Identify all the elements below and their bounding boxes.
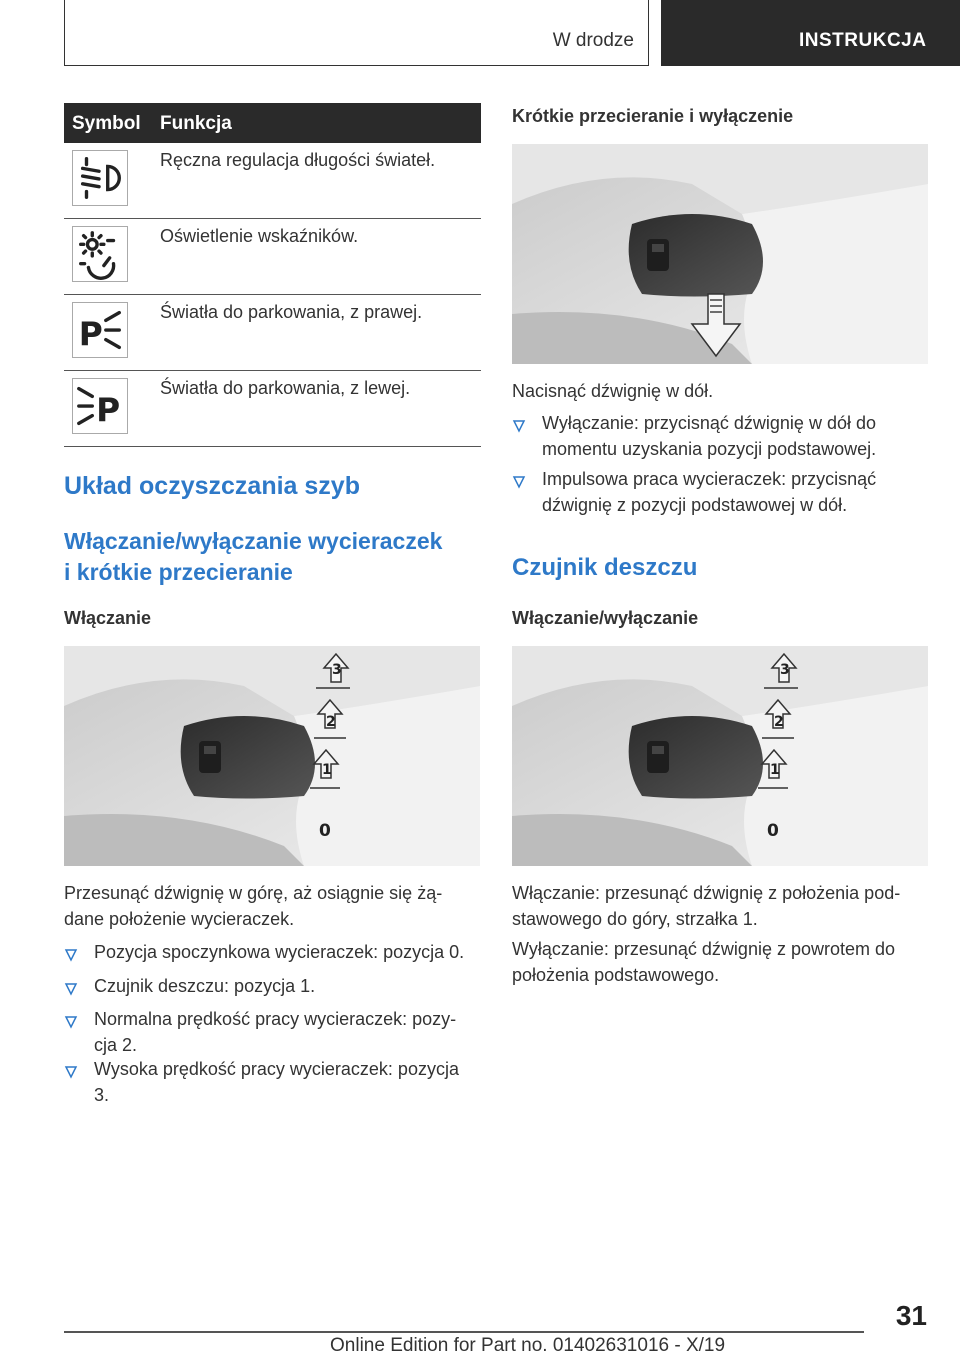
position-label-2: 2 [774, 714, 784, 730]
list-item-text: Wyłączanie: przycisnąć dźwignię w dół do [542, 413, 876, 433]
bullet-triangle-icon [512, 415, 526, 431]
parking-light-left-icon [72, 378, 128, 434]
list-item [64, 973, 315, 999]
table-row [64, 219, 481, 295]
subsection-heading-switch-on: Włączanie [64, 608, 152, 628]
paragraph-switch-off-line1: Wyłączanie: przesunąć dźwignię z powrotem do [512, 939, 896, 959]
row-function-text: Ręczna regulacja długości świateł. [160, 150, 436, 170]
list-item-text: Czujnik deszczu: pozycja 1. [94, 976, 316, 996]
wiper-lever-press-down-image [512, 144, 928, 364]
list-item [64, 1056, 459, 1108]
list-item-text: Impulsowa praca wycieraczek: przycisnąć [542, 469, 877, 489]
svg-text:P: P [96, 391, 121, 430]
bullet-triangle-icon [64, 978, 78, 994]
paragraph-move-lever-line1: Przesunąć dźwignię w górę, aż osiągnie się żą- [64, 883, 443, 903]
column-header-symbol: Symbol [72, 113, 141, 134]
table-row [64, 371, 481, 447]
list-item-text: Pozycja spoczynkowa wycieraczek: pozycja 0. [94, 942, 465, 962]
header-section-tab [64, 0, 649, 66]
bullet-triangle-icon [64, 944, 78, 960]
list-item-text: 3. [94, 1085, 110, 1105]
position-label-0: 0 [319, 821, 331, 841]
section-heading-wipers: Układ oczyszczania szyb [64, 472, 360, 500]
list-item [64, 1006, 456, 1058]
subheading-wipers-line1: Włączanie/wyłączanie wycieraczek [64, 528, 443, 554]
table-row [64, 295, 481, 371]
header-chapter-tab [661, 0, 960, 66]
paragraph-move-lever-line2: dane położenie wycieraczek. [64, 909, 295, 929]
header-chapter-title: INSTRUKCJA [799, 30, 927, 51]
symbol-table-header [64, 103, 481, 143]
position-label-3: 3 [780, 662, 790, 678]
paragraph-press-down: Nacisnąć dźwignię w dół. [512, 381, 714, 401]
rain-sensor-lever-image [512, 646, 928, 866]
list-item-text: dźwignię z pozycji podstawowej w dół. [542, 495, 848, 515]
parking-light-right-icon [72, 302, 128, 358]
position-label-3: 3 [332, 662, 342, 678]
list-item-text: momentu uzyskania pozycji podstawowej. [542, 439, 877, 459]
paragraph-switch-on-line1: Włączanie: przesunąć dźwignię z położenia pod- [512, 883, 901, 903]
footer-edition-text: Online Edition for Part no. 01402631016 - X/19 [330, 1335, 726, 1356]
column-header-function: Funkcja [160, 113, 232, 134]
position-label-0: 0 [767, 821, 779, 841]
row-function-text: Światła do parkowania, z prawej. [160, 302, 423, 322]
list-item [512, 466, 876, 518]
page-number: 31 [895, 1300, 927, 1331]
subsection-heading-on-off: Włączanie/wyłączanie [512, 608, 699, 628]
row-function-text: Światła do parkowania, z lewej. [160, 378, 411, 398]
footer-divider [64, 1331, 864, 1333]
list-item [512, 410, 876, 462]
list-item-text: cja 2. [94, 1035, 138, 1055]
paragraph-switch-off-line2: położenia podstawowego. [512, 965, 720, 985]
section-heading-rain-sensor: Czujnik deszczu [512, 554, 698, 581]
wiper-lever-positions-image [64, 646, 480, 866]
subheading-wipers-line2: i krótkie przecieranie [64, 559, 293, 585]
bullet-triangle-icon [64, 1061, 78, 1077]
list-item [64, 939, 464, 965]
svg-text:P: P [78, 315, 103, 354]
list-item-text: Normalna prędkość pracy wycieraczek: pozy- [94, 1009, 457, 1029]
row-function-text: Oświetlenie wskaźników. [160, 226, 359, 246]
subsection-heading-short-wipe: Krótkie przecieranie i wyłączenie [512, 106, 794, 126]
bullet-triangle-icon [64, 1011, 78, 1027]
table-row [64, 143, 481, 219]
position-label-2: 2 [326, 714, 336, 730]
position-label-1: 1 [770, 762, 780, 778]
header-section-title: W drodze [552, 30, 634, 51]
headlight-range-icon [72, 150, 128, 206]
list-item-text: Wysoka prędkość pracy wycieraczek: pozycja [94, 1059, 459, 1079]
instrument-lighting-icon [72, 226, 128, 282]
paragraph-switch-on-line2: stawowego do góry, strzałka 1. [512, 909, 758, 929]
position-label-1: 1 [322, 762, 332, 778]
bullet-triangle-icon [512, 471, 526, 487]
